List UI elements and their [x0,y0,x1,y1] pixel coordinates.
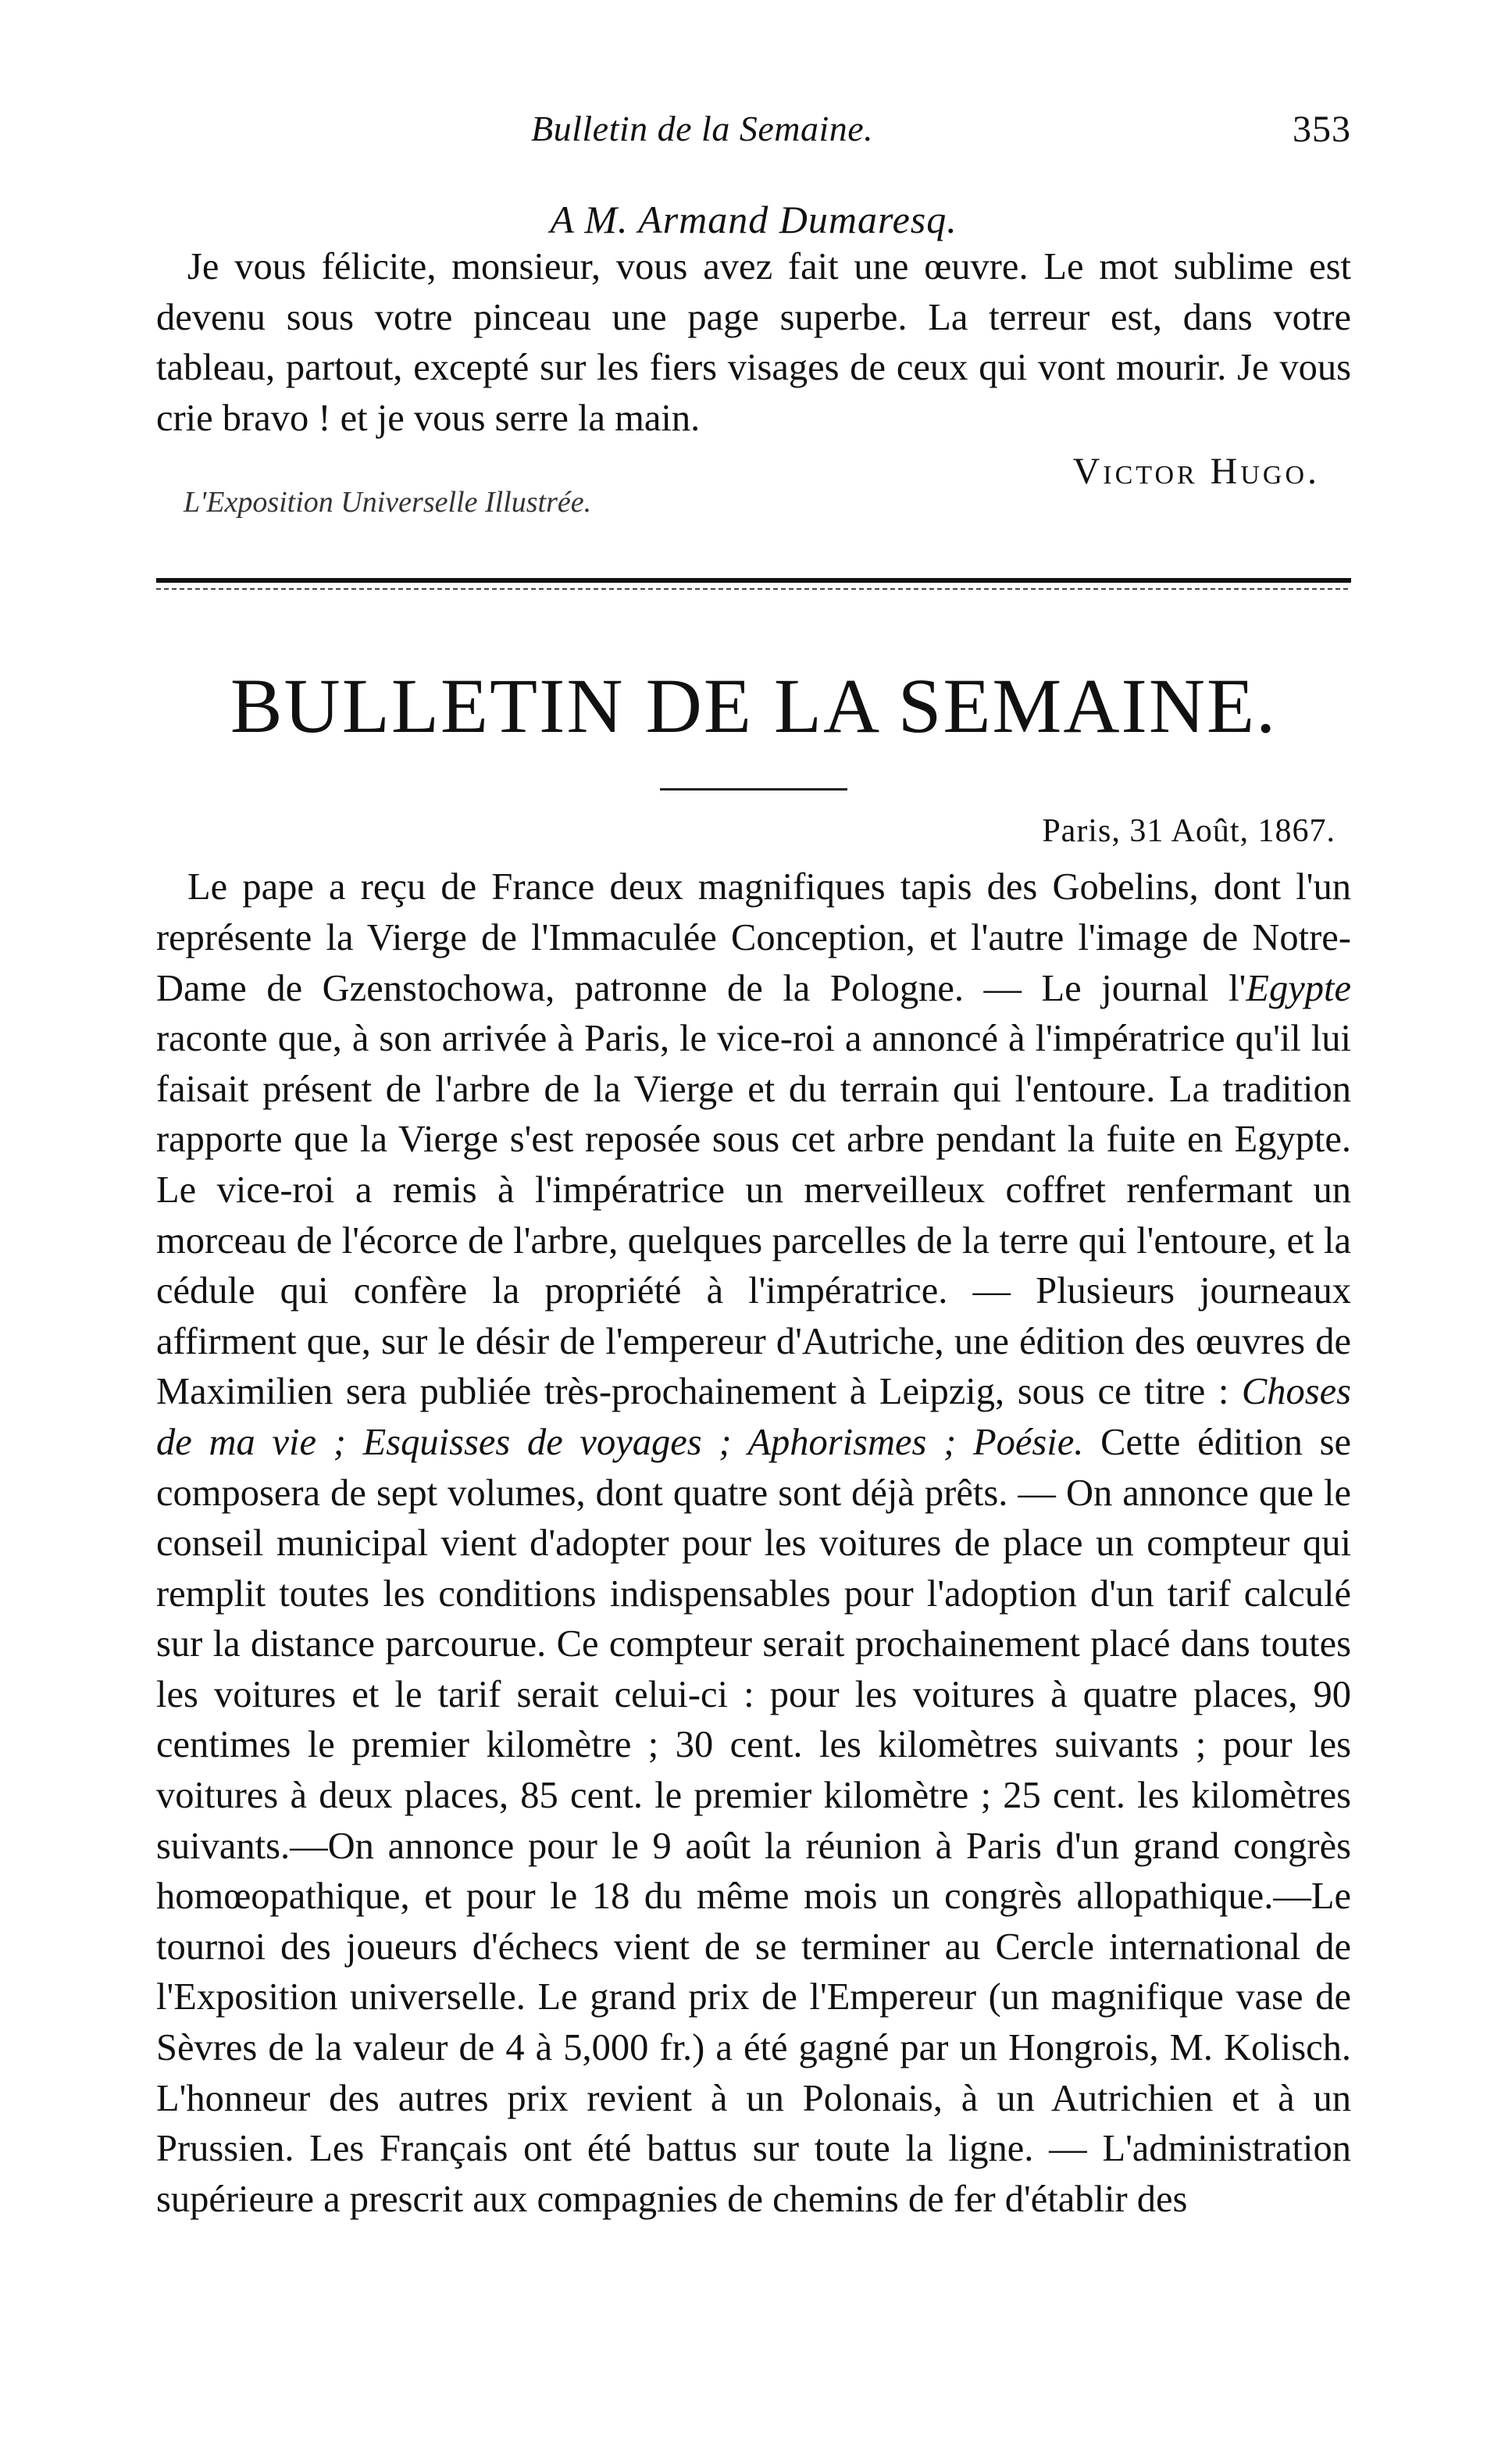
article-paragraph [156,862,1351,2225]
section-title: BULLETIN DE LA SEMAINE. [230,662,1278,750]
article-text-part3: Cette édition se composera de sept volumes, dont quatre sont déjà prêts. — On annonce que le conseil municipal vient d'adopter pour les voitures de place un compteur qui remplit toutes les conditions indispensables pour l'adoption d'un tarif calculé sur la distance parcourue. Ce compteur serait prochainement placé dans toutes les voitures et le tarif serait celui-ci : pour les voitures à quatre places, 90 centimes le premier kilomètre ; 30 cent. les kilomètres suivants ; pour les voitures à deux places, 85 cent. le premier kilomètre ; 25 cent. les kilomètres suivants.—On annonce pour le 9 août la réunion à Paris d'un grand congrès homœopathique, et pour le 18 du même mois un congrès allopathique.—Le tournoi des joueurs d'échecs vient de se terminer au Cercle international de l'Exposition universelle. Le grand prix de l'Empereur (un magnifique vase de Sèvres de la valeur de 4 à 5,000 fr.) a été gagné par un Hongrois, M. Kolisch. L'honneur des autres prix revient à un Polonais, à un Autrichien et à un Prussien. Les Français ont été battus sur toute la ligne. — L'administration supérieure a prescrit aux compagnies de chemins de fer d'établir des [156,1421,1351,2220]
letter-heading: A M. Armand Dumaresq. [550,198,957,241]
title-underline-rule [660,788,847,791]
running-title: Bulletin de la Semaine. [531,109,874,148]
book-title: Choses de ma vie ; Esquisses de voyages ; Aphorismes ; Poésie. [156,1371,1351,1463]
decorative-double-rule [156,576,1351,594]
article-text-part1: Le pape a reçu de France deux magnifiques tapis des Gobelins, dont l'un représente la Vierge de l'Immaculée Conception, et l'autre l'image de Notre-Dame de Gzenstochowa, patronne de la Pologne. — Le journal l' [156,866,1351,1009]
page-number: 353 [1293,109,1351,150]
letter-body: Je vous félicite, monsieur, vous avez fait une œuvre. Le mot sublime est devenu sous votre pinceau une page superbe. La terreur est, dans votre tableau, partout, excepté sur les fiers visages de ceux qui vont mourir. Je vous crie bravo ! et je vous serre la main. [156,246,1351,439]
running-head [156,94,1351,164]
article-text-part2: raconte que, à son arrivée à Paris, le vice-roi a annoncé à l'impératrice qu'il lui faisait présent de l'arbre de la Vierge et du terrain qui l'entoure. La tradition rapporte que la Vierge s'est reposée sous cet arbre pendant la fuite en Egypte. Le vice-roi a remis à l'impératrice un merveilleux coffret renfermant un morceau de l'écorce de l'arbre, quelques parcelles de la terre qui l'entoure, et la cédule qui confère la propriété à l'impératrice. — Plusieurs journeaux affirment que, sur le désir de l'empereur d'Autriche, une édition des œuvres de Maximilien sera publiée très-prochainement à Leipzig, sous ce titre : [156,1018,1351,1413]
book-page [156,94,1351,2225]
dateline: Paris, 31 Août, 1867. [1042,813,1335,850]
article [156,862,1351,2225]
newspaper-name: Egypte [1246,967,1351,1009]
letter-signature: Victor Hugo. [1072,451,1320,493]
letter-source: L'Exposition Universelle Illustrée. [184,486,592,519]
